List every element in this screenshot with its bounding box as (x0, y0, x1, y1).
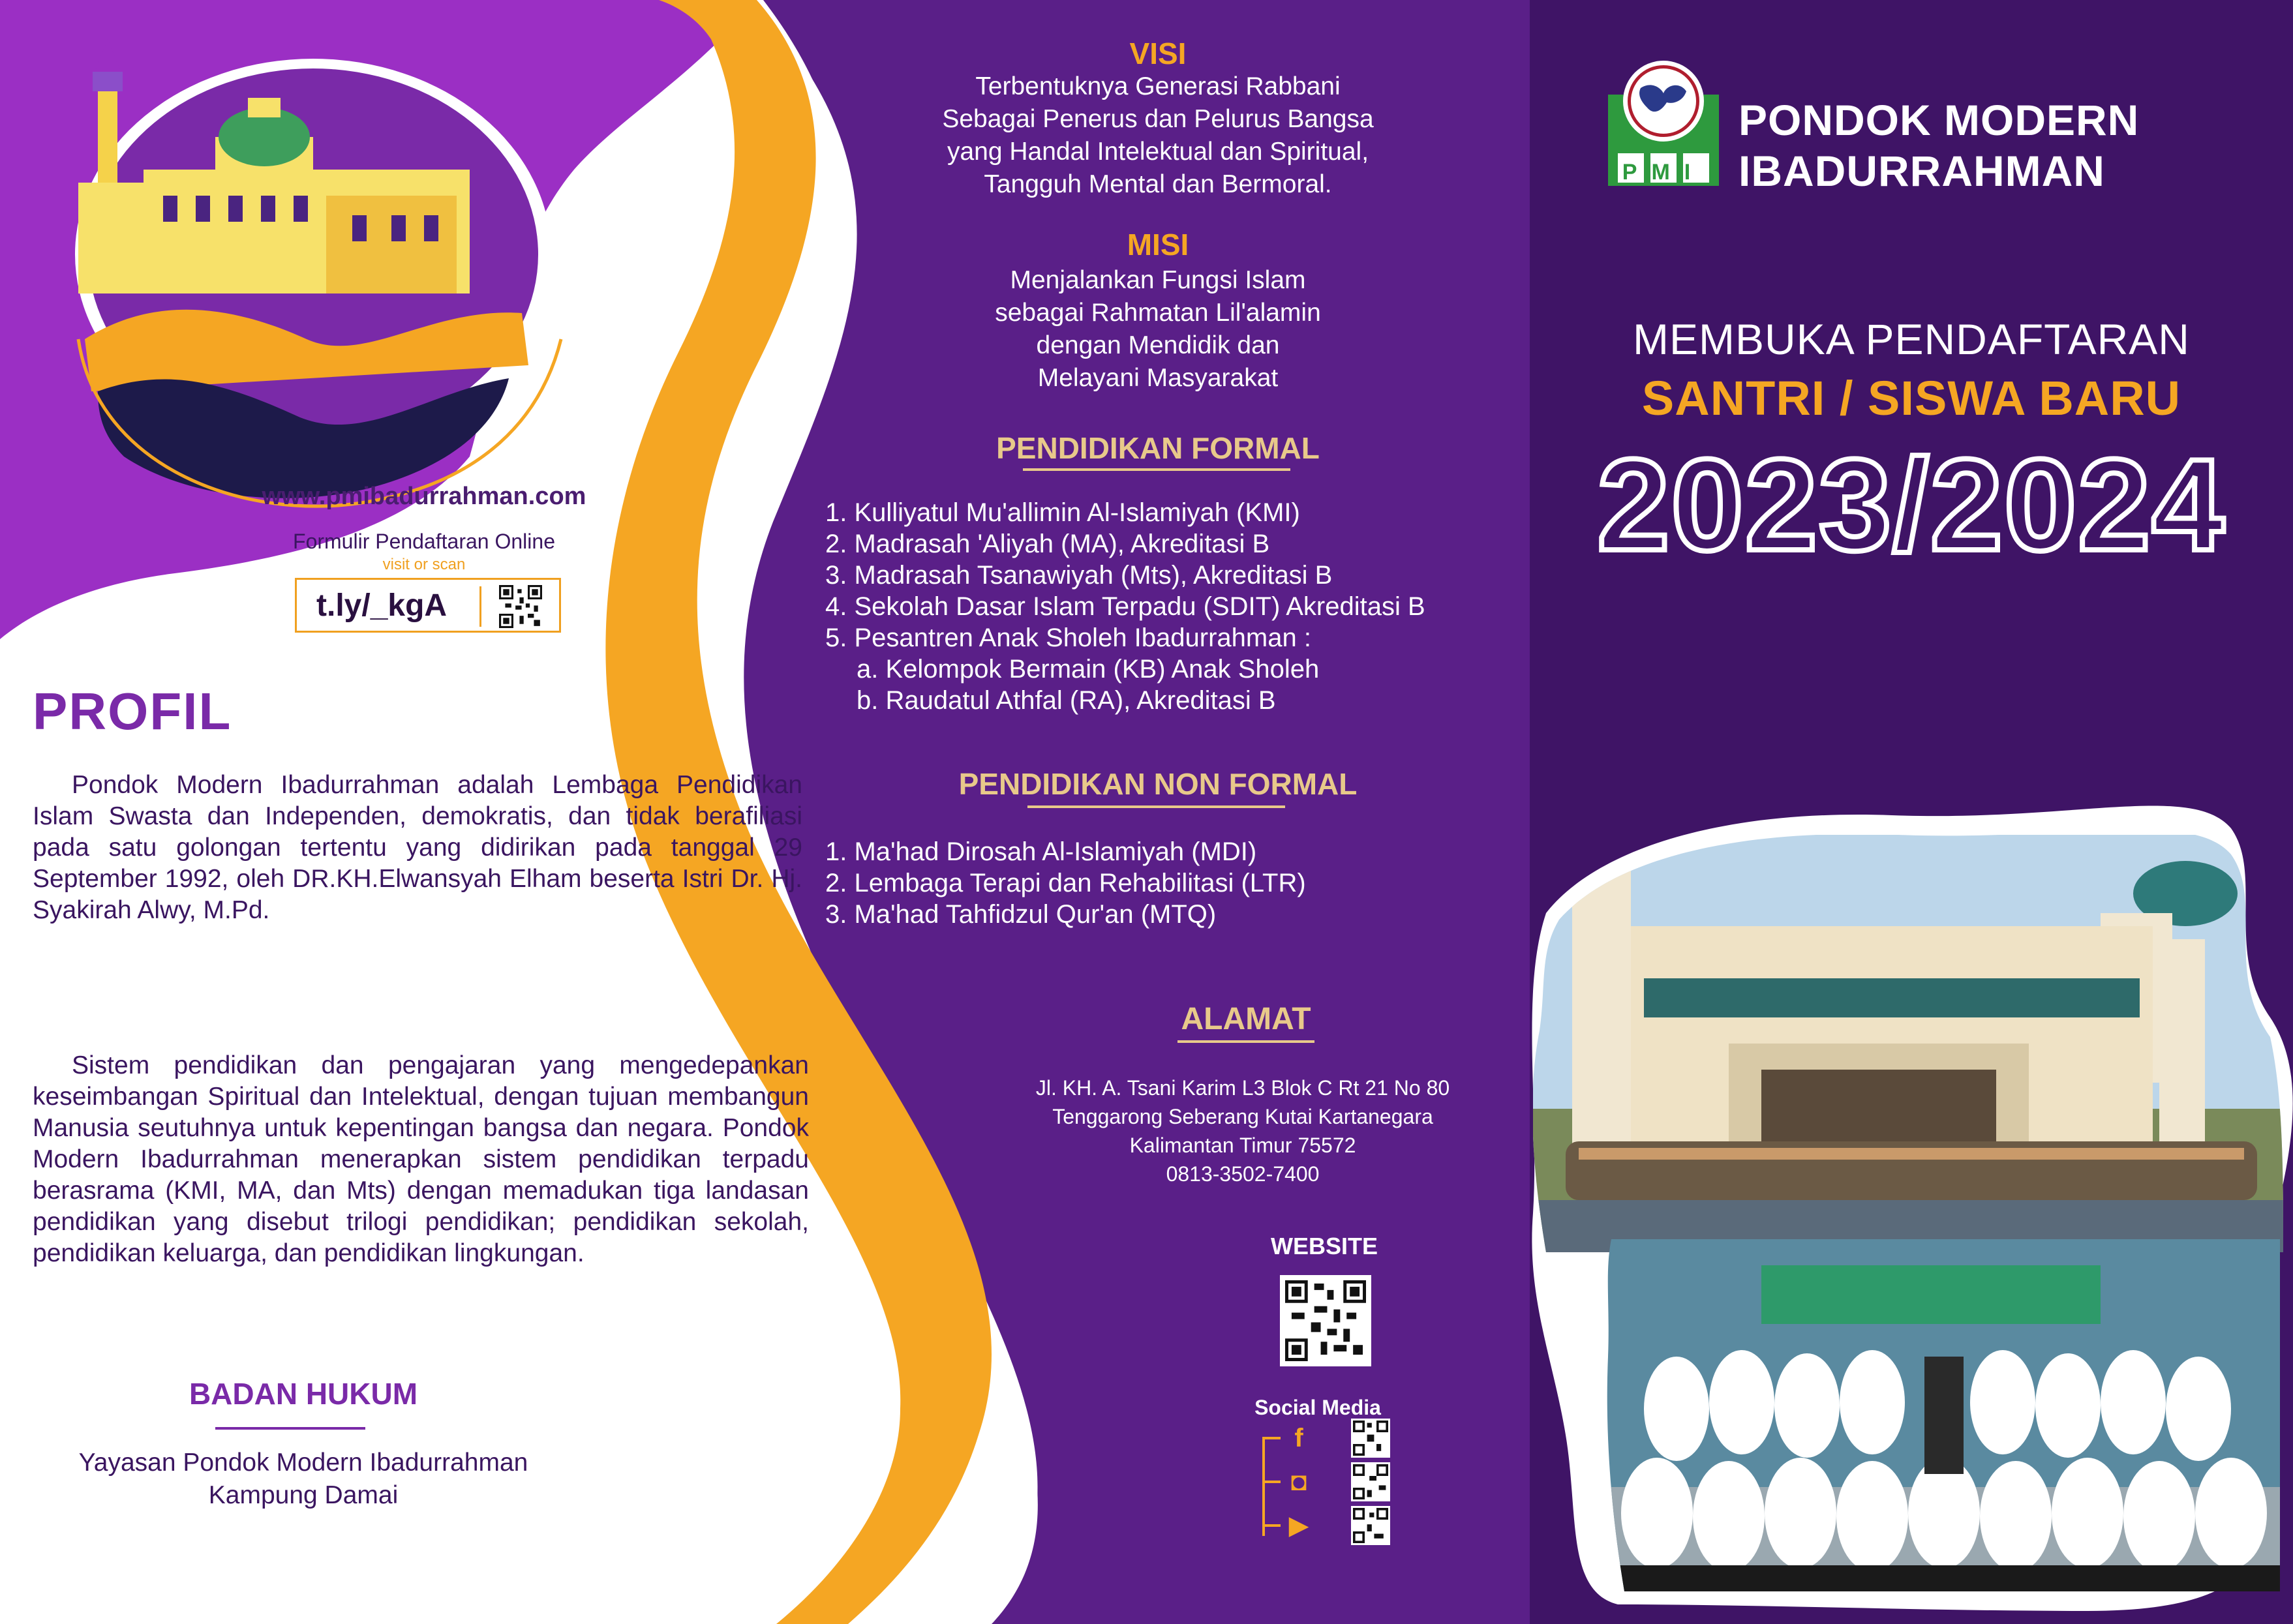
address-underline (1177, 1040, 1314, 1043)
vision-line: Tangguh Mental dan Bermoral. (984, 170, 1332, 198)
nonformal-education-list (825, 836, 1569, 930)
profile-title: PROFIL (33, 682, 232, 740)
connector-line (1262, 1437, 1281, 1439)
instagram-icon[interactable]: ◘ (1290, 1467, 1307, 1496)
divider (479, 586, 481, 627)
social-media-title: Social Media (1254, 1396, 1381, 1419)
address-line: Jl. KH. A. Tsani Karim L3 Blok C Rt 21 No 80 (1035, 1076, 1450, 1100)
mission-line: Melayani Masyarakat (1037, 364, 1279, 392)
list-subitem: a. Kelompok Bermain (KB) Anak Sholeh (857, 655, 1320, 684)
social-row-youtube[interactable] (1262, 1506, 1393, 1545)
list-item: 2. Madrasah 'Aliyah (MA), Akreditasi B (825, 530, 1270, 558)
nonformal-education-title: PENDIDIKAN NON FORMAL (958, 767, 1358, 801)
formal-education-title: PENDIDIKAN FORMAL (996, 431, 1320, 465)
registration-heading: MEMBUKA PENDAFTARAN (1633, 315, 2190, 363)
list-item: 5. Pesantren Anak Sholeh Ibadurrahman : (825, 624, 1311, 652)
vision-line: Terbentuknya Generasi Rabbani (975, 72, 1341, 100)
facebook-qr-code-icon[interactable] (1351, 1419, 1390, 1458)
visit-or-scan-label: visit or scan (382, 556, 466, 573)
list-item: 3. Madrasah Tsanawiyah (Mts), Akreditasi B (825, 561, 1333, 590)
short-link-box[interactable] (295, 578, 561, 633)
youtube-icon[interactable]: ▶ (1288, 1511, 1309, 1540)
list-item: 4. Sekolah Dasar Islam Terpadu (SDIT) Akreditasi B (825, 592, 1425, 621)
phone-number[interactable]: 0813-3502-7400 (1166, 1162, 1320, 1186)
qr-code-icon[interactable] (499, 585, 542, 628)
formal-education-underline (1023, 468, 1290, 471)
list-subitem: b. Raudatul Athfal (RA), Akreditasi B (857, 686, 1276, 715)
profile-paragraph-1: Pondok Modern Ibadurrahman adalah Lembaga Pendidikan Islam Swasta dan Independen, demokratis, dan tidak berafiliasi pada satu golongan tertentu yang didirikan pada tanggal 29 September 1992, oleh DR.KH.Elwansyah Elham beserta Istri Dr. Hj. Syakirah Alwy, M.Pd. (33, 771, 802, 924)
website-qr-code-icon[interactable] (1280, 1275, 1371, 1366)
legal-entity-line-2: Kampung Damai (208, 1481, 399, 1509)
address-line: Tenggarong Seberang Kutai Kartanegara (1052, 1105, 1433, 1128)
social-row-facebook[interactable] (1262, 1419, 1393, 1458)
online-form-label: Formulir Pendaftaran Online (293, 530, 555, 553)
mission-title: MISI (1127, 228, 1189, 262)
legal-entity-title: BADAN HUKUM (189, 1377, 418, 1411)
formal-education-list (825, 497, 1569, 716)
school-name (1739, 95, 2156, 196)
academic-year: 2023/2024 (1597, 432, 2226, 578)
nonformal-education-underline (1027, 805, 1285, 808)
address-line: Kalimantan Timur 75572 (1129, 1134, 1356, 1157)
registration-subheading: SANTRI / SISWA BARU (1641, 371, 2181, 425)
website-title: WEBSITE (1270, 1233, 1378, 1259)
pmi-logo-text: PMI (1622, 160, 1705, 185)
school-name-line-1: PONDOK MODERN (1739, 96, 2140, 144)
website-url[interactable]: www.pmibadurrahman.com (262, 483, 586, 510)
graduation-photo (1598, 1239, 2280, 1591)
short-link-text[interactable]: t.ly/_kgA (316, 588, 448, 623)
mission-line: dengan Mendidik dan (1036, 331, 1280, 359)
list-item: 1. Kulliyatul Mu'allimin Al-Islamiyah (KMI) (825, 498, 1300, 527)
vision-title: VISI (1129, 37, 1187, 70)
legal-entity-underline (215, 1427, 365, 1430)
list-item: 3. Ma'had Tahfidzul Qur'an (MTQ) (825, 900, 1217, 929)
mission-line: sebagai Rahmatan Lil'alamin (995, 299, 1321, 327)
school-building-photo (1533, 835, 2283, 1252)
vision-text (832, 70, 1484, 201)
youtube-qr-code-icon[interactable] (1351, 1506, 1390, 1545)
vision-line: yang Handal Intelektual dan Spiritual, (947, 138, 1369, 166)
connector-line (1262, 1481, 1281, 1483)
pmi-logo-letters (1602, 153, 1725, 189)
facebook-icon[interactable]: f (1294, 1424, 1303, 1452)
list-item: 2. Lembaga Terapi dan Rehabilitasi (LTR) (825, 869, 1306, 897)
profile-paragraph-2: Sistem pendidikan dan pengajaran yang mengedepankan keseimbangan Spiritual dan Intelektual, dengan tujuan membangun Manusia seutuhnya untuk kepentingan bangsa dan negara. Pondok Modern Ibadurrahman menerapkan sistem pendidikan terpadu berasrama (KMI, MA, dan Mts) dengan memadukan tiga landasan pendidikan yang disebut trilogi pendidikan; pendidikan sekolah, pendidikan keluarga, dan pendidikan lingkungan. (33, 1051, 809, 1267)
legal-entity-text (0, 1447, 607, 1512)
school-name-line-2: IBADURRAHMAN (1739, 147, 2105, 195)
address-text (969, 1074, 1517, 1188)
address-title: ALAMAT (1181, 1002, 1311, 1036)
list-item: 1. Ma'had Dirosah Al-Islamiyah (MDI) (825, 837, 1257, 866)
mission-text (832, 264, 1484, 395)
legal-entity-line-1: Yayasan Pondok Modern Ibadurrahman (78, 1449, 528, 1477)
connector-line (1262, 1524, 1281, 1527)
instagram-qr-code-icon[interactable] (1351, 1462, 1390, 1501)
social-row-instagram[interactable] (1262, 1462, 1393, 1501)
vision-line: Sebagai Penerus dan Pelurus Bangsa (942, 105, 1374, 133)
mission-line: Menjalankan Fungsi Islam (1010, 266, 1306, 294)
